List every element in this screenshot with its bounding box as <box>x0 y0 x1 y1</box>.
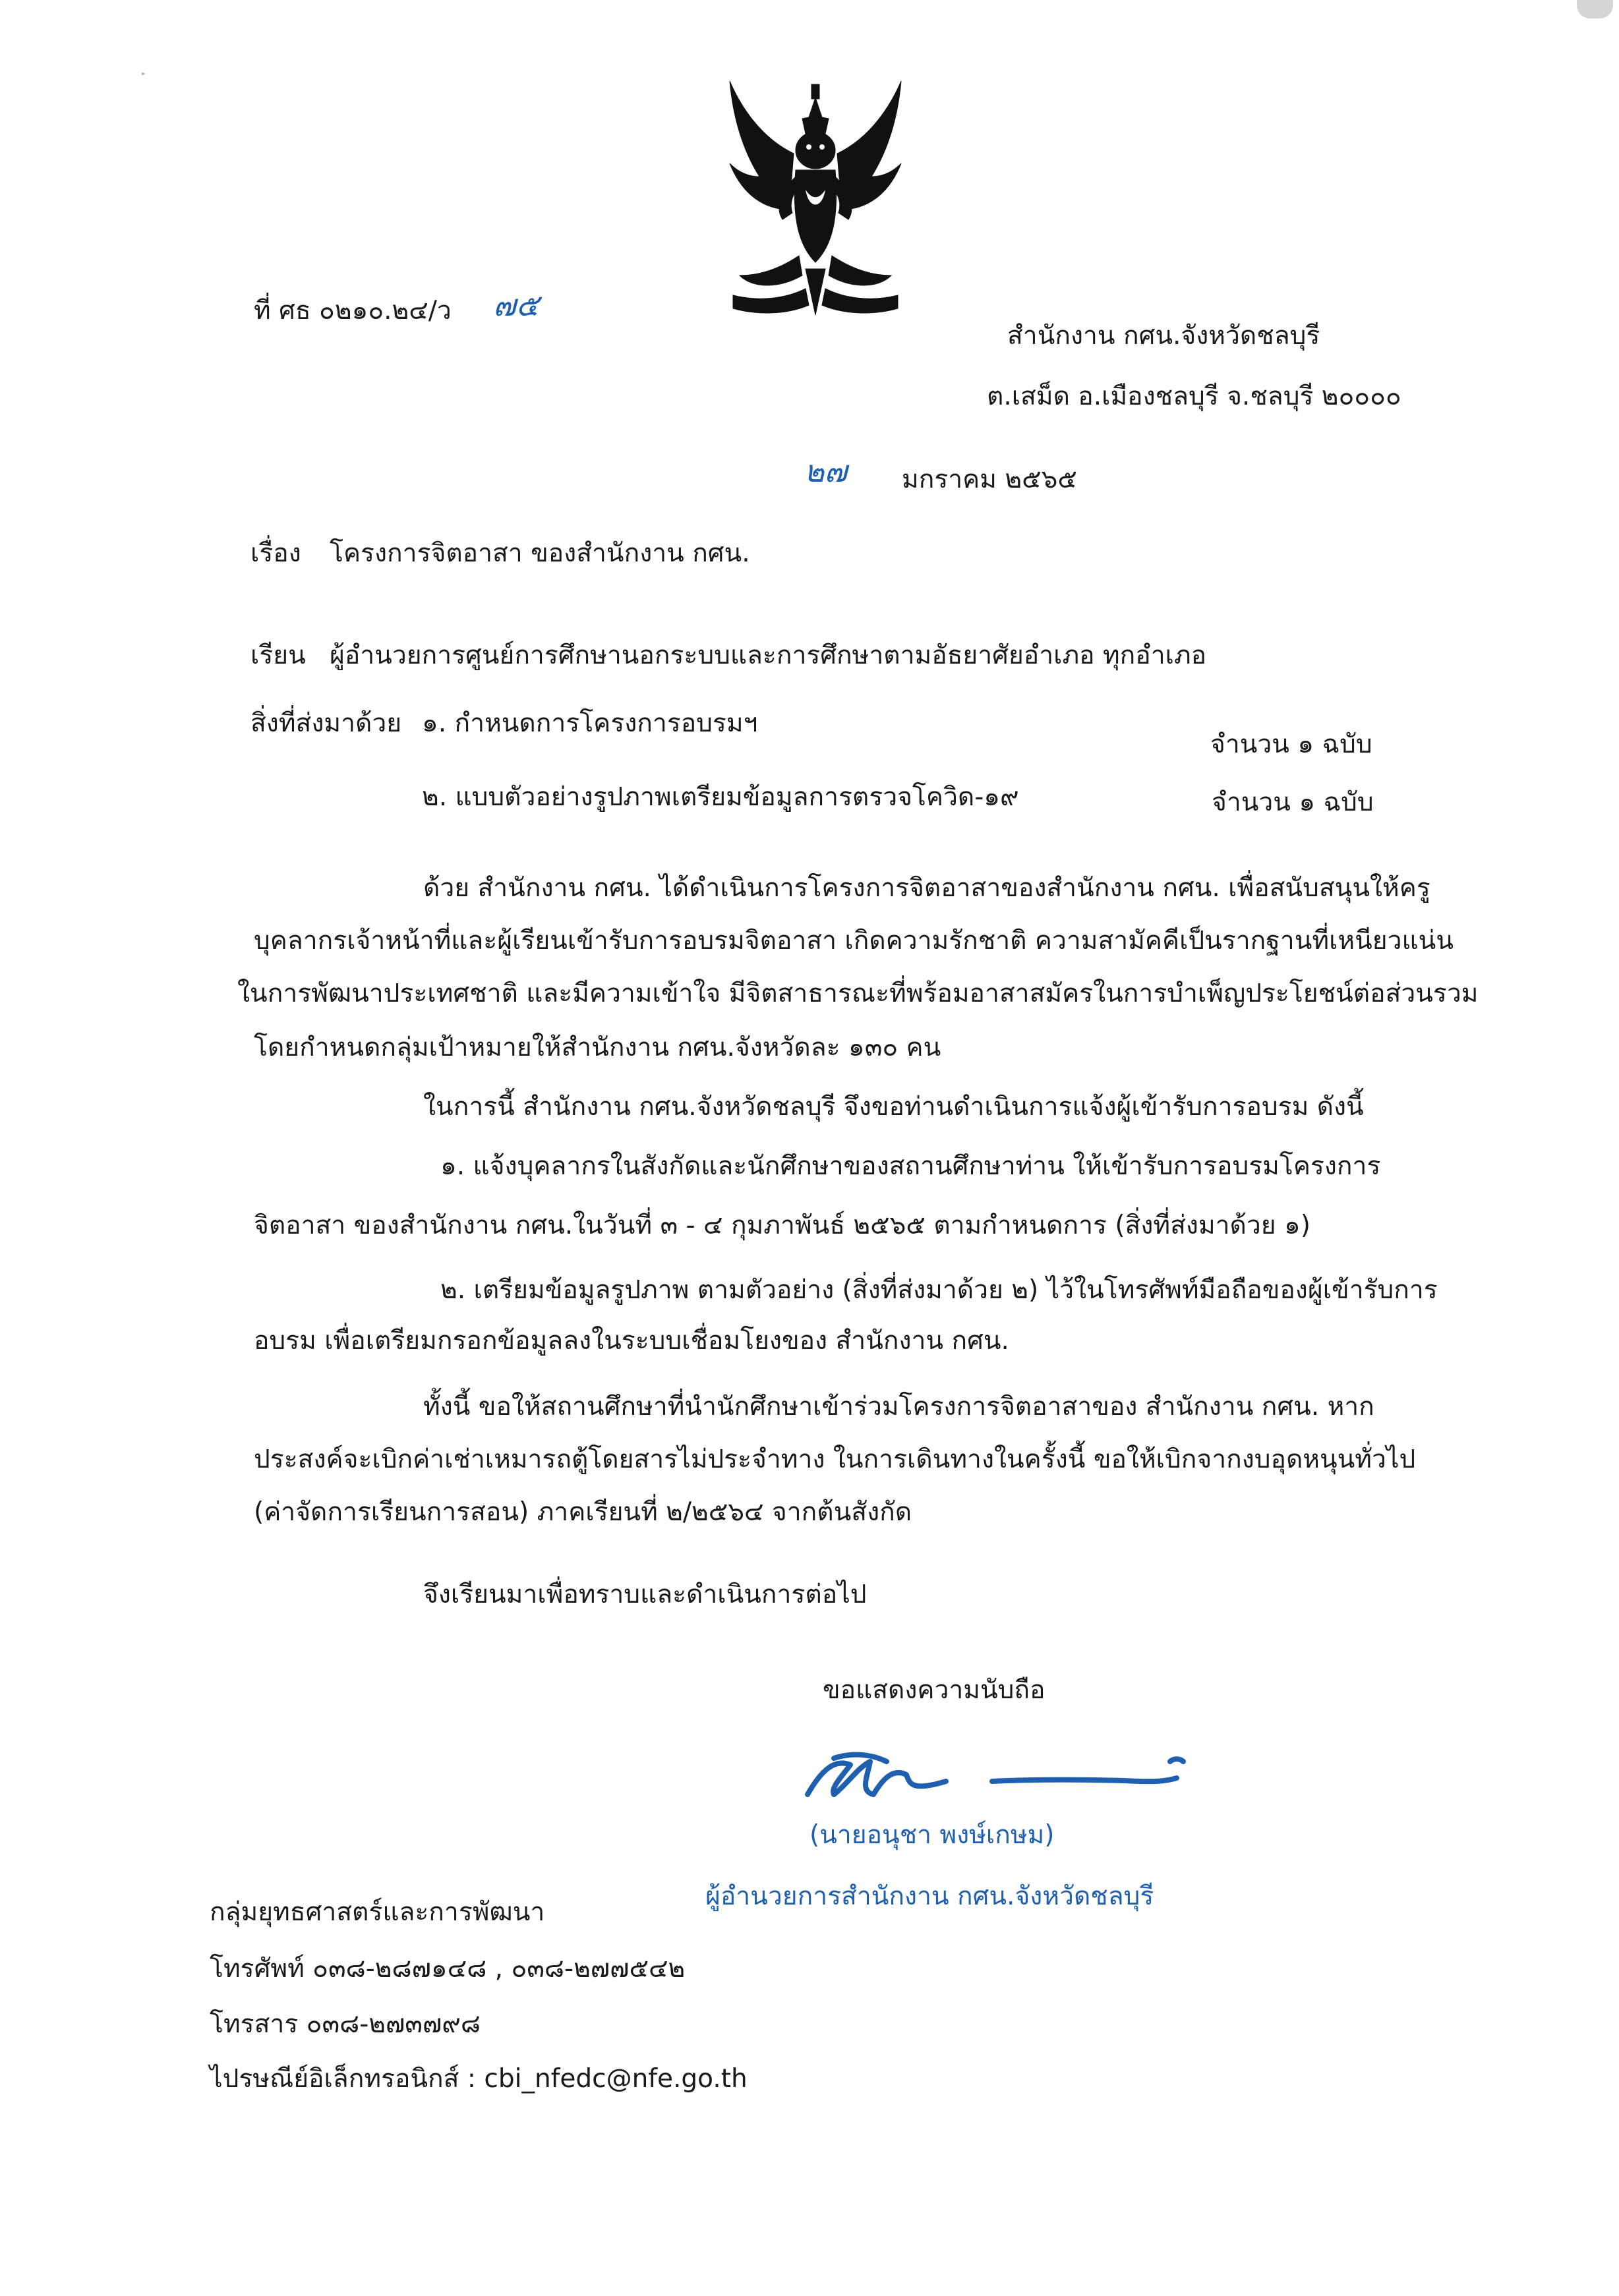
scan-corner-mark <box>1577 0 1613 18</box>
date-day-handwritten: ๒๗ <box>804 453 847 489</box>
subject-label: เรื่อง <box>250 538 301 568</box>
reference-number-handwritten: ๗๕ <box>493 287 539 323</box>
office-name: สำนักงาน กศน.จังหวัดชลบุรี <box>1007 321 1320 351</box>
enclosure-item-2-qty: จำนวน ๑ ฉบับ <box>1212 788 1374 817</box>
footer-email: ไปรษณีย์อิเล็กทรอนิกส์ : cbi_nfedc@nfe.go.th <box>210 2064 748 2094</box>
body-line: ประสงค์จะเบิกค่าเช่าเหมารถตู้โดยสารไม่ประจำทาง ในการเดินทางในครั้งนี้ ขอให้เบิกจากงบอุดหนุนทั่วไป <box>254 1445 1416 1474</box>
footer-phone: โทรศัพท์ ๐๓๘-๒๘๗๑๔๘ , ๐๓๘-๒๗๗๕๔๒ <box>210 1954 686 1984</box>
date-month-year: มกราคม ๒๕๖๕ <box>902 465 1077 494</box>
recipient-label: เรียน <box>250 641 306 670</box>
body-line: จิตอาสา ของสำนักงาน กศน.ในวันที่ ๓ - ๔ กุมภาพันธ์ ๒๕๖๕ ตามกำหนดการ (สิ่งที่ส่งมาด้วย ๑) <box>254 1211 1310 1240</box>
garuda-emblem <box>720 78 911 328</box>
reference-number-label: ที่ ศธ ๐๒๑๐.๒๔/ว <box>254 296 452 326</box>
footer-department: กลุ่มยุทธศาสตร์และการพัฒนา <box>210 1897 545 1927</box>
closing-regards: ขอแสดงความนับถือ <box>823 1675 1045 1705</box>
scan-speck <box>142 72 144 75</box>
body-line: ด้วย สำนักงาน กศน. ได้ดำเนินการโครงการจิตอาสาของสำนักงาน กศน. เพื่อสนับสนุนให้ครู <box>423 873 1430 903</box>
body-line: โดยกำหนดกลุ่มเป้าหมายให้สำนักงาน กศน.จังหวัดละ ๑๓๐ คน <box>254 1033 941 1062</box>
enclosures-label: สิ่งที่ส่งมาด้วย <box>250 708 402 738</box>
office-address: ต.เสม็ด อ.เมืองชลบุรี จ.ชลบุรี ๒๐๐๐๐ <box>987 382 1401 411</box>
enclosure-item-1: ๑. กำหนดการโครงการอบรมฯ <box>422 708 758 738</box>
handwritten-signature <box>794 1732 1216 1818</box>
signer-name: (นายอนุชา พงษ์เกษม) <box>810 1820 1055 1850</box>
body-line: ในการนี้ สำนักงาน กศน.จังหวัดชลบุรี จึงขอท่านดำเนินการแจ้งผู้เข้ารับการอบรม ดังนี้ <box>423 1092 1364 1122</box>
enclosure-item-1-qty: จำนวน ๑ ฉบับ <box>1210 730 1372 759</box>
recipient-text: ผู้อำนวยการศูนย์การศึกษานอกระบบและการศึกษาตามอัธยาศัยอำเภอ ทุกอำเภอ <box>330 641 1207 670</box>
enclosure-item-2: ๒. แบบตัวอย่างรูปภาพเตรียมข้อมูลการตรวจโควิด-๑๙ <box>422 782 1019 812</box>
body-line: ๑. แจ้งบุคลากรในสังกัดและนักศึกษาของสถานศึกษาท่าน ให้เข้ารับการอบรมโครงการ <box>440 1151 1381 1181</box>
body-line: ในการพัฒนาประเทศชาติ และมีความเข้าใจ มีจิตสาธารณะที่พร้อมอาสาสมัครในการบำเพ็ญประโยชน์ต่อส่วนรวม <box>237 979 1479 1008</box>
closing-request: จึงเรียนมาเพื่อทราบและดำเนินการต่อไป <box>423 1580 867 1609</box>
subject-text: โครงการจิตอาสา ของสำนักงาน กศน. <box>330 538 750 568</box>
body-line: ทั้งนี้ ขอให้สถานศึกษาที่นำนักศึกษาเข้าร่วมโครงการจิตอาสาของ สำนักงาน กศน. หาก <box>423 1392 1374 1421</box>
signer-title: ผู้อำนวยการสำนักงาน กศน.จังหวัดชลบุรี <box>705 1881 1154 1911</box>
footer-fax: โทรสาร ๐๓๘-๒๗๓๗๙๘ <box>210 2009 481 2039</box>
body-line: อบรม เพื่อเตรียมกรอกข้อมูลลงในระบบเชื่อมโยงของ สำนักงาน กศน. <box>254 1326 1009 1356</box>
body-line: (ค่าจัดการเรียนการสอน) ภาคเรียนที่ ๒/๒๕๖๔ จากต้นสังกัด <box>254 1497 912 1527</box>
body-line: ๒. เตรียมข้อมูลรูปภาพ ตามตัวอย่าง (สิ่งที่ส่งมาด้วย ๒) ไว้ในโทรศัพท์มือถือของผู้เข้ารับการ <box>440 1275 1438 1305</box>
body-line: บุคลากรเจ้าหน้าที่และผู้เรียนเข้ารับการอบรมจิตอาสา เกิดความรักชาติ ความสามัคคีเป็นรากฐานที่เหนียวแน่น <box>254 926 1454 956</box>
